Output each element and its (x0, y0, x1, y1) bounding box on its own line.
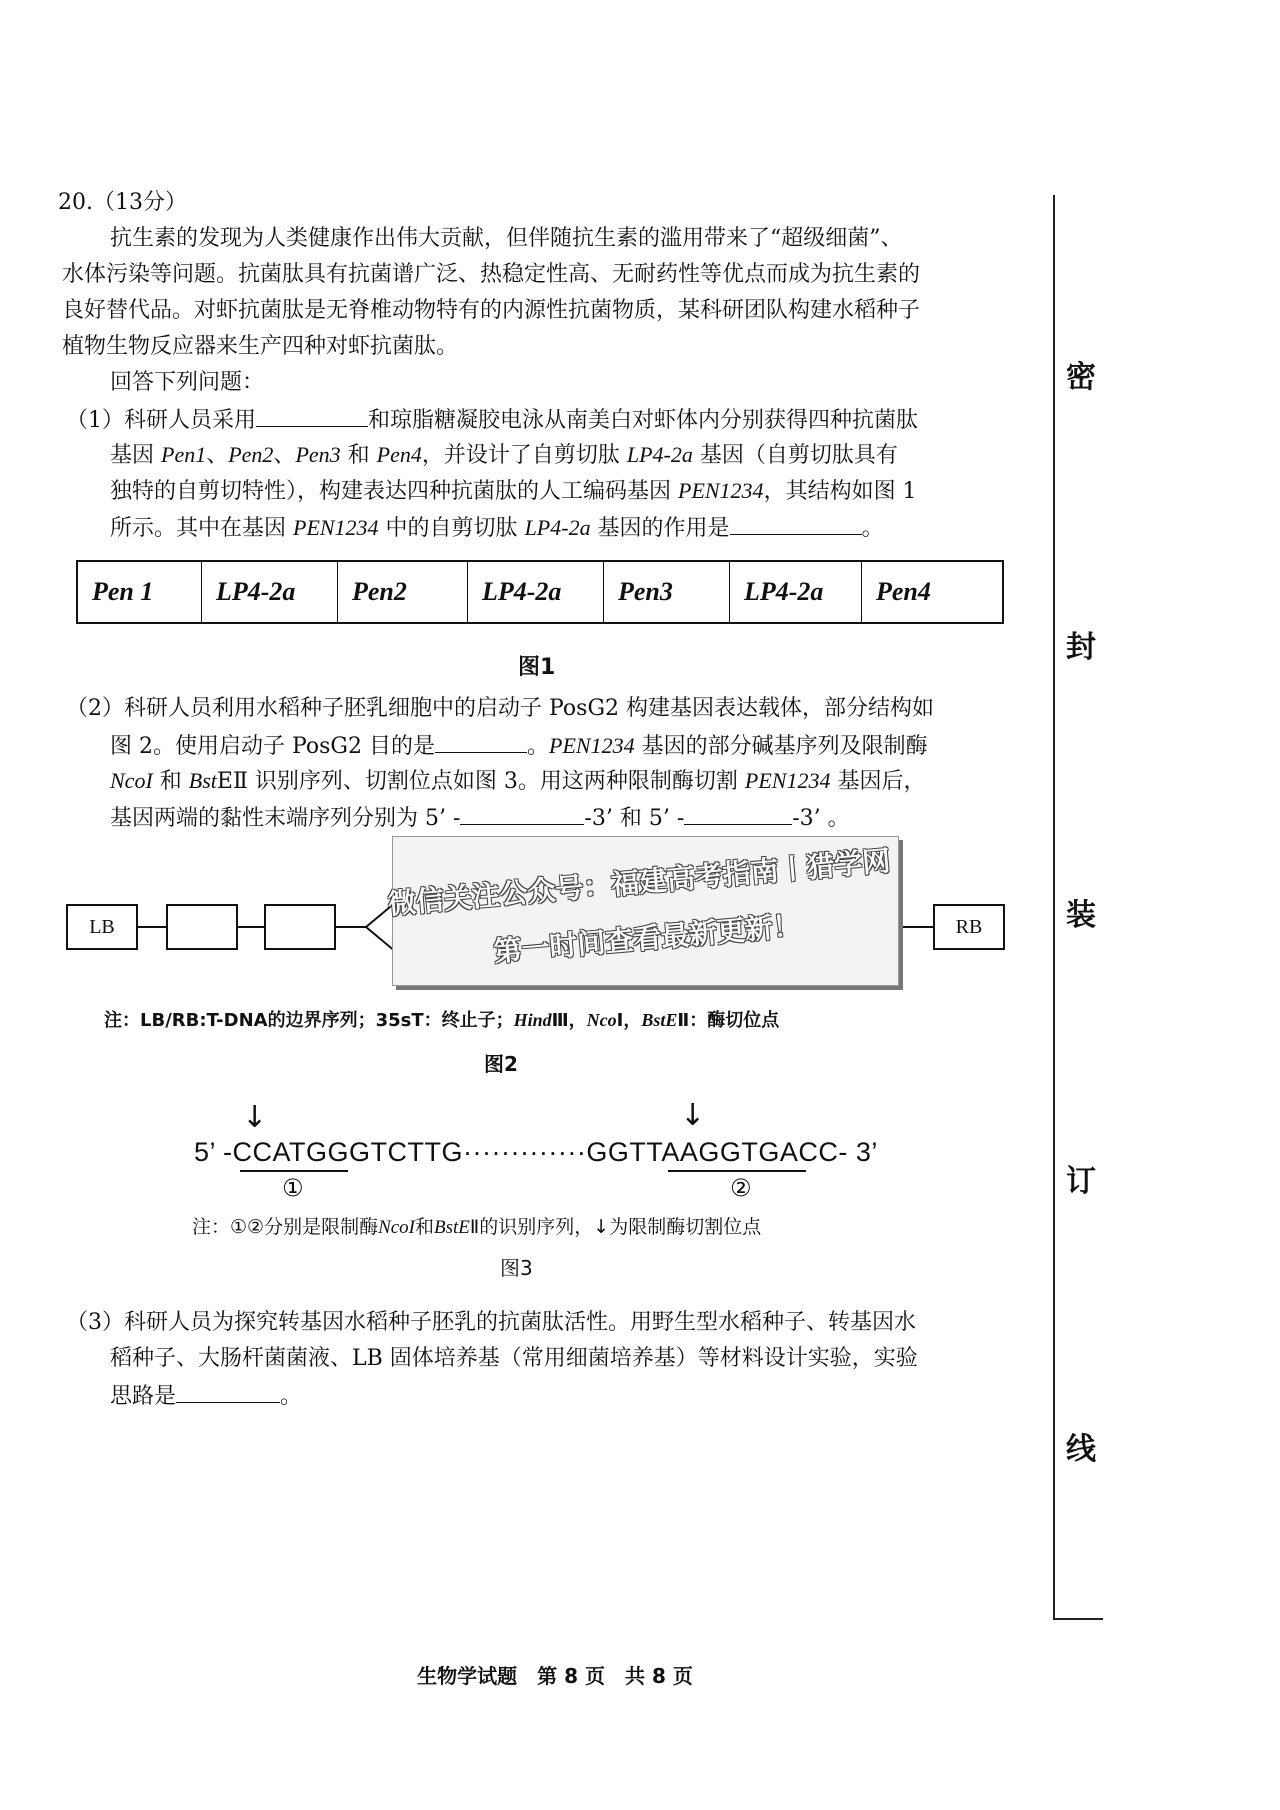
answer-prompt: 回答下列问题： (110, 370, 265, 395)
note-text: 注：①②分别是限制酶 (192, 1216, 379, 1238)
part2-text: -3’ 。 (792, 806, 850, 831)
part1-text: 中的自剪切肽 (378, 516, 525, 541)
answer-blank[interactable] (684, 802, 792, 825)
part2-line-4 (110, 802, 850, 834)
figure-3-note (192, 1212, 761, 1239)
part3-text: 。 (280, 1384, 303, 1409)
binding-line-end (1053, 1618, 1103, 1620)
vector-line (138, 926, 166, 928)
gene-name: PEN1234 (293, 515, 379, 540)
part1-text: （1）科研人员采用 (66, 408, 256, 433)
vector-element-box (166, 904, 238, 950)
part1-line-2 (110, 440, 898, 471)
note-text: 注：LB/RB:T-DNA的边界序列；35sT：终止子； (104, 1010, 514, 1031)
margin-char-xian: 线 (1066, 1432, 1096, 1467)
gene-segment: LP4-2a (730, 562, 862, 622)
part1-line-1 (66, 404, 918, 436)
gene-segment: Pen 1 (78, 562, 202, 622)
part1-text: 、 (273, 443, 296, 468)
gene-segment: LP4-2a (468, 562, 604, 622)
intro-line-3: 良好替代品。对虾抗菌肽是无脊椎动物特有的内源性抗菌物质，某科研团队构建水稻种子 (62, 298, 921, 323)
part2-line-2 (110, 730, 928, 762)
part3-line-2: 稻种子、大肠杆菌菌液、LB 固体培养基（常用细菌培养基）等材料设计实验，实验 (110, 1346, 918, 1371)
enzyme-name: Hind (513, 1010, 552, 1030)
part1-text: 独特的自剪切特性），构建表达四种抗菌肽的人工编码基因 (110, 479, 678, 504)
page-footer: 生物学试题 第 8 页 共 8 页 (417, 1664, 693, 1688)
part2-text: -3’ 和 5’ - (584, 806, 685, 831)
recognition-underline-1 (240, 1170, 348, 1172)
answer-blank[interactable] (435, 730, 527, 753)
margin-char-zhuang: 装 (1066, 898, 1096, 933)
gene-name: PEN1234 (744, 768, 831, 793)
question-number: 20.（13分） (58, 190, 187, 215)
part1-line-3 (110, 476, 917, 507)
margin-char-feng: 封 (1066, 630, 1096, 665)
figure-2-caption: 图2 (484, 1052, 518, 1076)
enzyme-name: Nco (586, 1010, 617, 1030)
part3-line-3 (110, 1380, 302, 1412)
rb-box: RB (933, 904, 1005, 950)
figure-3-caption: 图3 (500, 1256, 533, 1280)
gene-name: PEN1234 (678, 478, 764, 503)
answer-blank[interactable] (460, 802, 584, 825)
part2-text: 基因两端的黏性末端序列分别为 5’ - (110, 806, 461, 831)
intro-line-2: 水体污染等问题。抗菌肽具有抗菌谱广泛、热稳定性高、无耐药性等优点而成为抗生素的 (62, 262, 921, 287)
margin-char-ding: 订 (1066, 1164, 1096, 1199)
part1-text: 基因 (110, 443, 161, 468)
enzyme-name: BstE (434, 1217, 470, 1238)
answer-blank[interactable] (256, 404, 368, 427)
lb-box: LB (66, 904, 138, 950)
gene-name: Pen4 (376, 442, 422, 467)
part3-line-1: （3）科研人员为探究转基因水稻种子胚乳的抗菌肽活性。用野生型水稻种子、转基因水 (66, 1310, 916, 1335)
answer-blank[interactable] (730, 512, 862, 535)
part2-line-3 (110, 766, 925, 797)
gene-segment: Pen2 (338, 562, 468, 622)
answer-blank[interactable] (176, 1380, 280, 1403)
cut-site-arrow: ↓ (242, 1100, 268, 1135)
enzyme-name: NcoI (378, 1217, 416, 1238)
part1-text: 基因的作用是 (590, 516, 730, 541)
figure-1-gene-structure (76, 560, 1004, 624)
part2-text: 。 (527, 734, 550, 759)
part2-text: 基因的部分碱基序列及限制酶 (634, 734, 928, 759)
figure-2-note (104, 1006, 779, 1032)
seq-3-end: - 3’ (838, 1137, 878, 1167)
part2-text: 基因后， (830, 769, 926, 794)
gene-segment: LP4-2a (202, 562, 338, 622)
site-label-1: ① (282, 1174, 304, 1202)
part1-text: 基因（自剪切肽具有 (692, 443, 898, 468)
watermark-line-1: 微信关注公众号：福建高考指南丨猎学网 (386, 844, 892, 921)
dna-sequence (194, 1137, 878, 1168)
part1-text: 所示。其中在基因 (110, 516, 293, 541)
seq-body: CCATGGGTCTTG·············GGTTAAGGTGACC (232, 1137, 839, 1167)
part1-text: 。 (861, 516, 884, 541)
vector-line (238, 926, 264, 928)
watermark-line-2: 第一时间查看最新更新！ (492, 908, 802, 969)
cut-site-arrow: ↓ (680, 1098, 706, 1133)
binding-line (1053, 195, 1055, 1620)
part1-text: 和琼脂糖凝胶电泳从南美白对虾体内分别获得四种抗菌肽 (368, 408, 919, 433)
gene-name: Pen2 (228, 442, 274, 467)
part2-text: 和 (152, 769, 189, 794)
recognition-underline-2 (668, 1170, 806, 1172)
gene-name: LP4-2a (626, 442, 693, 467)
note-text: Ⅰ， (616, 1010, 642, 1031)
part1-text: 、 (206, 443, 229, 468)
gene-segment: Pen3 (604, 562, 730, 622)
gene-name: Pen3 (295, 442, 341, 467)
note-text: Ⅱ：酶切位点 (677, 1010, 780, 1031)
note-text: 和 (415, 1216, 435, 1238)
margin-char-mi: 密 (1066, 360, 1096, 395)
gene-segment: Pen4 (876, 577, 931, 606)
part2-text: EⅡ 识别序列、切割位点如图 3。用这两种限制酶切割 (216, 769, 745, 794)
enzyme-name: BstE (641, 1010, 678, 1030)
enzyme-name: Bst (188, 768, 217, 793)
note-text: Ⅱ的识别序列，↓为限制酶切割位点 (469, 1216, 762, 1238)
seq-5-end: 5’ - (194, 1137, 233, 1167)
vector-line (897, 926, 933, 928)
part2-text: 图 2。使用启动子 PosG2 目的是 (110, 734, 435, 759)
intro-line-1: 抗生素的发现为人类健康作出伟大贡献，但伴随抗生素的滥用带来了“超级细菌”、 (110, 226, 903, 251)
enzyme-name: NcoI (110, 768, 153, 793)
gene-name: LP4-2a (524, 515, 591, 540)
part2-line-1: （2）科研人员利用水稻种子胚乳细胞中的启动子 PosG2 构建基因表达载体，部分结构如 (66, 696, 935, 721)
part3-text: 思路是 (110, 1384, 177, 1409)
part1-text: ，并设计了自剪切肽 (421, 443, 627, 468)
part1-text: 和 (340, 443, 377, 468)
gene-name: Pen1 (161, 442, 207, 467)
vector-element-box (264, 904, 336, 950)
figure-1-caption: 图1 (518, 655, 556, 680)
watermark-overlay (386, 836, 899, 986)
gene-name: PEN1234 (549, 733, 635, 758)
part1-line-4 (110, 512, 884, 544)
site-label-2: ② (730, 1174, 752, 1202)
intro-line-4: 植物生物反应器来生产四种对虾抗菌肽。 (62, 334, 459, 359)
note-text: Ⅲ， (551, 1010, 587, 1031)
part1-text: ，其结构如图 1 (763, 479, 917, 504)
